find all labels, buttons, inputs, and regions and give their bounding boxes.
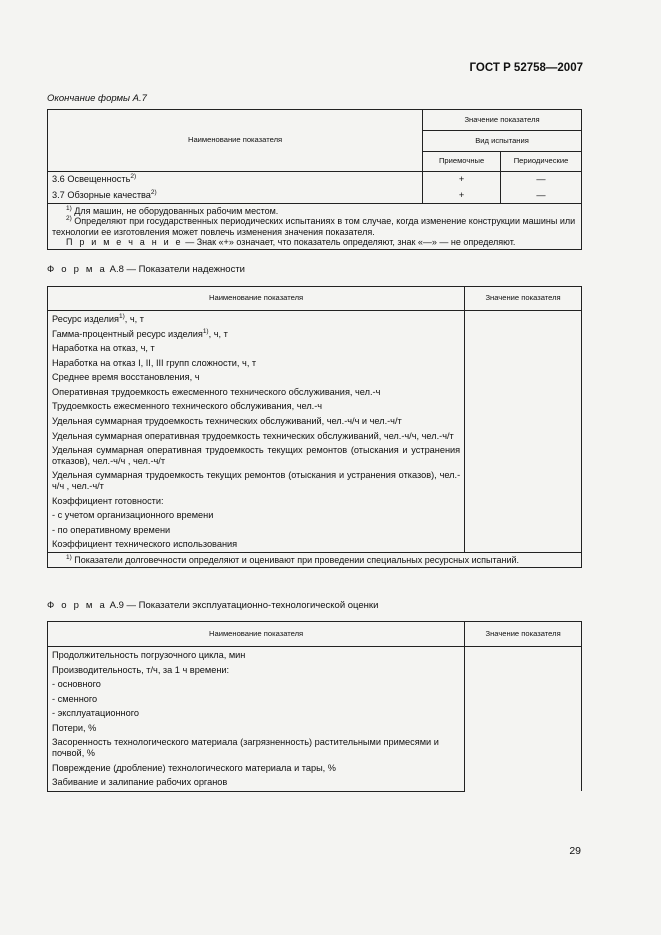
row-unit: , ч, т <box>208 328 228 339</box>
value-cell[interactable] <box>465 647 582 792</box>
footnote-ref: 2) <box>130 173 137 181</box>
table-row <box>48 172 582 188</box>
col-header-name: Наименование показателя <box>48 110 423 172</box>
form-a7-caption: Окончание формы А.7 <box>47 93 147 104</box>
row-text: Наработка на отказ I, II, III групп сложности, ч, т <box>48 355 465 370</box>
footnote-sup: 1) <box>66 553 72 561</box>
row-text: Трудоемкость ежесменного технического обслуживания, чел.-ч <box>48 398 465 413</box>
col-header-value: Значение показателя <box>465 622 582 647</box>
table-row <box>48 647 582 662</box>
col-header-test-type: Вид испытания <box>423 131 582 152</box>
row-name: 3.7 Обзорные качества <box>52 189 151 200</box>
table-row <box>48 311 582 326</box>
col-header-value: Значение показателя <box>423 110 582 131</box>
note-sup: 2) <box>66 215 72 223</box>
row-periodic: — <box>501 188 582 204</box>
row-text: Наработка на отказ, ч, т <box>48 340 465 355</box>
row-text: - эксплуатационного <box>48 705 465 720</box>
form-title: А.8 — Показатели надежности <box>106 264 245 275</box>
row-text: Продолжительность погрузочного цикла, мин <box>48 647 465 662</box>
footnote-ref: 1) <box>202 327 209 335</box>
row-name: 3.6 Освещенность <box>52 174 131 185</box>
document-code: ГОСТ Р 52758—2007 <box>469 62 583 74</box>
row-text: Коэффициент готовности: <box>48 493 465 508</box>
row-text: Потери, % <box>48 720 465 735</box>
form-label: Ф о р м а <box>47 264 107 275</box>
notes-cell <box>48 204 582 250</box>
form-label: Ф о р м а <box>47 600 107 611</box>
row-text: Оперативная трудоемкость ежесменного технического обслуживания, чел.-ч <box>48 384 465 399</box>
footnote-ref: 1) <box>118 312 125 320</box>
row-text: - основного <box>48 676 465 691</box>
remark-text: — Знак «+» означает, что показатель определяют, знак «—» — не определяют. <box>182 237 516 248</box>
row-text: - с учетом организационного времени <box>48 507 465 522</box>
form-a8-caption <box>47 264 245 275</box>
row-text: - сменного <box>48 691 465 706</box>
row-unit: , ч, т <box>124 314 144 324</box>
form-a7-table <box>47 109 582 250</box>
col-header-periodic: Периодические <box>501 152 582 172</box>
row-text: Удельная суммарная оперативная трудоемкость технических обслуживаний, чел.-ч/ч, чел.-ч/т <box>48 428 465 443</box>
page-number: 29 <box>569 845 581 857</box>
row-text: Удельная суммарная трудоемкость текущих ремонтов (отыскания и устранения отказов), чел.-ч/ч , чел.-ч/т <box>48 467 465 492</box>
row-text: Коэффициент технического использования <box>48 536 465 552</box>
row-text: Производительность, т/ч, за 1 ч времени: <box>48 662 465 677</box>
row-text: Ресурс изделия <box>52 314 119 324</box>
row-text: - по оперативному времени <box>48 522 465 537</box>
footnote-text: Показатели долговечности определяют и оценивают при проведении специальных ресурсных испытаний. <box>71 554 520 565</box>
form-a8-table <box>47 286 582 568</box>
row-text: Среднее время восстановления, ч <box>48 369 465 384</box>
row-text: Удельная суммарная оперативная трудоемкость текущих ремонтов (отыскания и устранения отказов), чел.-ч/ч , чел.-ч/т <box>48 442 465 467</box>
row-acceptance: + <box>423 172 501 188</box>
row-periodic: — <box>501 172 582 188</box>
col-header-acceptance: Приемочные <box>423 152 501 172</box>
row-text: Гамма-процентный ресурс изделия <box>52 328 203 339</box>
remark-label: П р и м е ч а н и е <box>66 237 183 248</box>
row-text: Забивание и залипание рабочих органов <box>48 774 465 791</box>
col-header-name: Наименование показателя <box>48 622 465 647</box>
note-sup: 1) <box>66 205 72 212</box>
row-text: Засоренность технологического материала (загрязненность) растительными примесями и почвой, % <box>48 734 465 759</box>
form-title: А.9 — Показатели эксплуатационно-технологической оценки <box>106 600 379 611</box>
form-a9-table <box>47 621 582 792</box>
row-text: Повреждение (дробление) технологического материала и тары, % <box>48 760 465 775</box>
note-1: Для машин, не оборудованных рабочим местом. <box>71 206 279 216</box>
footnote-ref: 2) <box>150 188 157 196</box>
col-header-value: Значение показателя <box>465 287 582 311</box>
form-a9-caption <box>47 600 378 611</box>
col-header-name: Наименование показателя <box>48 287 465 311</box>
value-cell[interactable] <box>465 311 582 553</box>
note-2: Определяют при государственных периодических испытаниях в том случае, когда изменение конструкции машины или технологии ее изготовления может повлечь изменения значения показателя. <box>52 216 576 237</box>
footnote-cell <box>48 552 582 567</box>
row-acceptance: + <box>423 188 501 204</box>
row-text: Удельная суммарная трудоемкость технических обслуживаний, чел.-ч/ч и чел.-ч/т <box>48 413 465 428</box>
table-row <box>48 188 582 204</box>
